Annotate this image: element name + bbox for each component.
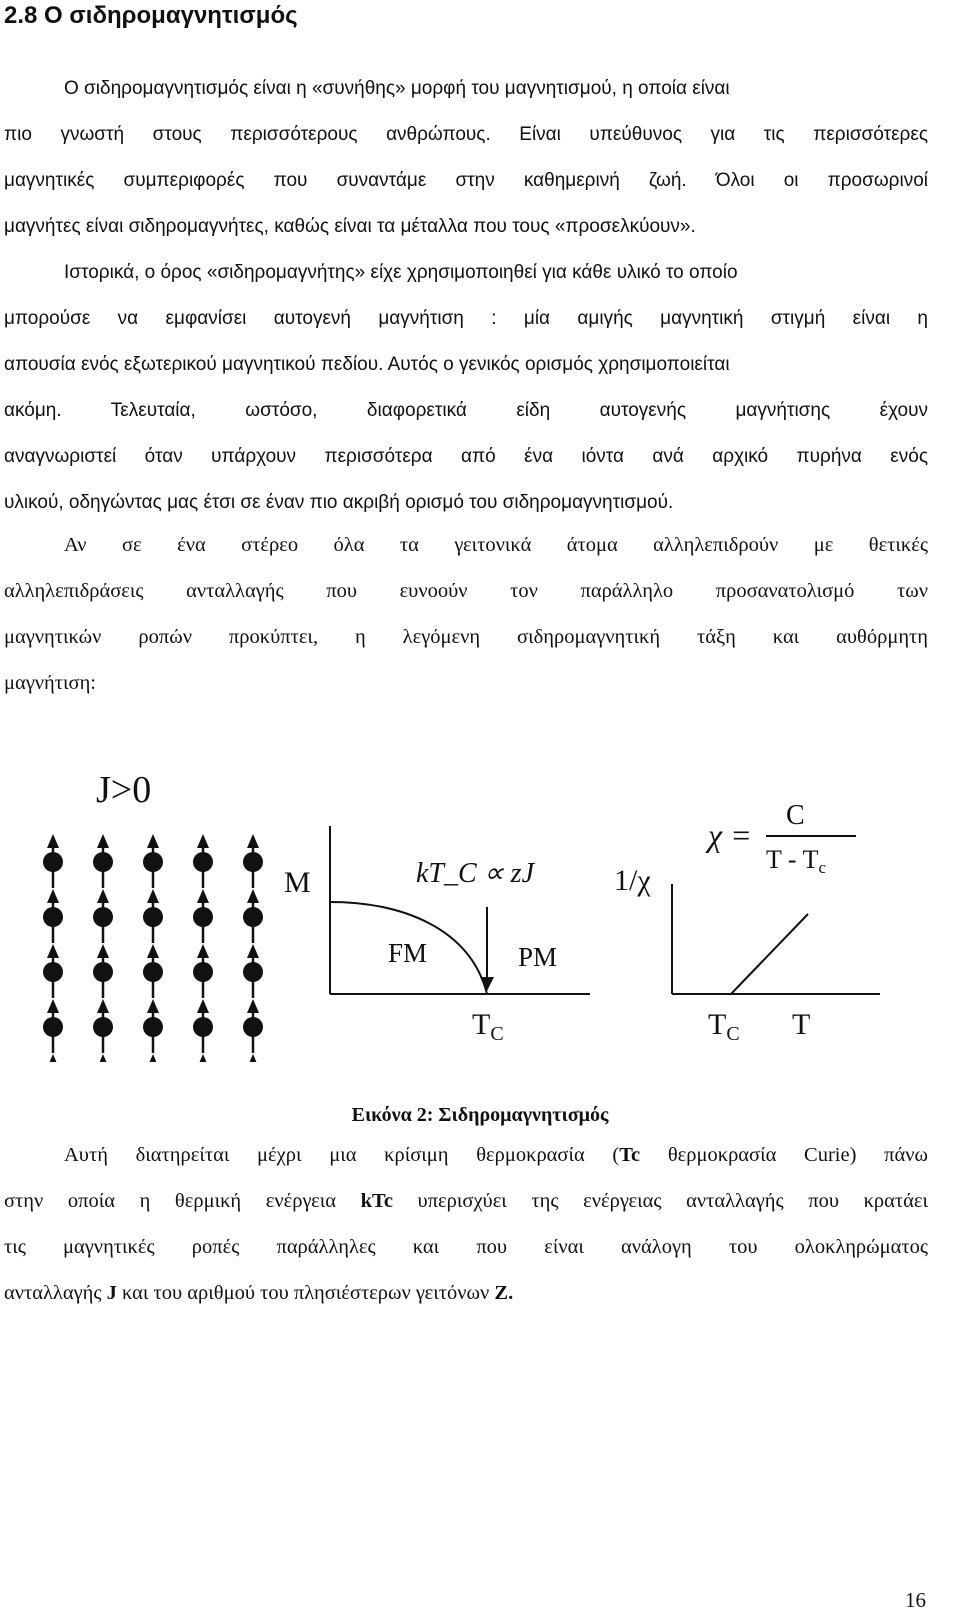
spin-moment — [143, 944, 163, 998]
spin-moment — [243, 889, 263, 943]
spin-moment — [93, 999, 113, 1053]
spin-moment — [243, 1054, 263, 1062]
text-line: μαγνήτιση: — [4, 672, 96, 694]
spin-moment — [193, 999, 213, 1053]
tc-label: $T_C$ — [472, 1008, 504, 1045]
inverse-susceptibility-graph — [614, 800, 880, 1045]
spin-moment — [43, 889, 63, 943]
spin-moment — [93, 944, 113, 998]
chi-axis-label: 1/χ — [614, 864, 651, 897]
spin-moment — [193, 944, 213, 998]
spin-lattice — [43, 834, 263, 1062]
ferromagnetism-figure — [0, 762, 960, 1062]
text-line: ανταλλαγής J και του αριθμού του πλησιέστερων γειτόνων Z. — [4, 1282, 514, 1304]
text-line: Αν σε ένα στέρεο όλα τα γειτονικά άτομα αλληλεπιδρούν με θετικές — [64, 534, 928, 556]
pm-label: PM — [518, 942, 558, 972]
text-line: αναγνωριστεί όταν υπάρχουν περισσότερα από ένα ιόντα ανά αρχικό πυρήνα ενός — [4, 446, 928, 467]
magnetization-graph — [284, 826, 590, 1045]
text-line: μπορούσε να εμφανίσει αυτογενή μαγνήτιση : μία αμιγής μαγνητική στιγμή είναι η — [4, 308, 928, 329]
spin-moment — [93, 889, 113, 943]
formula-denominator: T - Tc — [766, 845, 827, 877]
spin-moment — [143, 834, 163, 888]
paragraph-curie — [4, 1132, 928, 1316]
text-line: μαγνητικών ροπών προκύπτει, η λεγόμενη σιδηρομαγνητική τάξη και αυθόρμητη — [4, 626, 928, 648]
m-axis-label: M — [284, 866, 311, 899]
text-line: υλικού, οδηγώντας μας έτσι σε έναν πιο ακριβή ορισμό του σιδηρομαγνητισμού. — [4, 492, 674, 513]
spin-moment — [193, 1054, 213, 1062]
fm-label: FM — [388, 938, 428, 968]
curie-weiss-line — [731, 914, 808, 994]
spin-moment — [243, 944, 263, 998]
spin-moment — [43, 999, 63, 1053]
text-line: Αυτή διατηρείται μέχρι μια κρίσιμη θερμοκρασία (Tc θερμοκρασία Curie) πάνω — [64, 1144, 928, 1166]
paragraph-intro — [4, 66, 928, 526]
spin-moment — [193, 889, 213, 943]
section-title: 2.8 Ο σιδηρομαγνητισμός — [4, 2, 298, 29]
spin-moment — [43, 834, 63, 888]
text-line: απουσία ενός εξωτερικού μαγνητικού πεδίου. Αυτός ο γενικός ορισμός χρησιμοποιείται — [4, 354, 730, 375]
spin-moment — [93, 1054, 113, 1062]
page-number: 16 — [905, 1588, 926, 1612]
spin-moment — [43, 944, 63, 998]
relation-label: kT_C ∝ zJ — [416, 858, 535, 889]
text-line: Ιστορικά, ο όρος «σιδηρομαγνήτης» είχε χρησιμοποιηθεί για κάθε υλικό το οποίο — [64, 262, 738, 283]
paragraph-order — [4, 522, 928, 706]
spin-moment — [93, 834, 113, 888]
spin-moment — [143, 1054, 163, 1062]
spin-moment — [143, 889, 163, 943]
spin-moment — [243, 999, 263, 1053]
text-line: αλληλεπιδράσεις ανταλλαγής που ευνοούν τον παράλληλο προσανατολισμό των — [4, 580, 928, 602]
text-line: μαγνητικές συμπεριφορές που συναντάμε στην καθημερινή ζωή. Όλοι οι προσωρινοί — [4, 170, 928, 191]
text-line: τις μαγνητικές ροπές παράλληλες και που είναι ανάλογη του ολοκληρώματος — [4, 1236, 928, 1258]
spin-moment — [143, 999, 163, 1053]
tc-label-right: $T_C$ — [708, 1008, 740, 1045]
formula-lhs: χ = — [708, 817, 752, 853]
t-axis-label: T — [792, 1008, 811, 1041]
coupling-label: J>0 — [96, 769, 152, 811]
spin-moment — [243, 834, 263, 888]
spin-moment — [193, 834, 213, 888]
text-line: Ο σιδηρομαγνητισμός είναι η «συνήθης» μορφή του μαγνητισμού, η οποία είναι — [64, 78, 730, 99]
text-line: πιο γνωστή στους περισσότερους ανθρώπους. Είναι υπεύθυνος για τις περισσότερες — [4, 124, 928, 145]
text-line: μαγνήτες είναι σιδηρομαγνήτες, καθώς είναι τα μέταλλα που τους «προσελκύουν». — [4, 216, 696, 237]
formula-numerator: C — [786, 800, 805, 831]
text-line: ακόμη. Τελευταία, ωστόσο, διαφορετικά είδη αυτογενής μαγνήτισης έχουν — [4, 400, 928, 421]
text-line: στην οποία η θερμική ενέργεια kTc υπερισχύει της ενέργειας ανταλλαγής που κρατάει — [4, 1190, 928, 1212]
spin-moment — [43, 1054, 63, 1062]
figure-caption: Εικόνα 2: Σιδηρομαγνητισμός — [351, 1104, 609, 1126]
